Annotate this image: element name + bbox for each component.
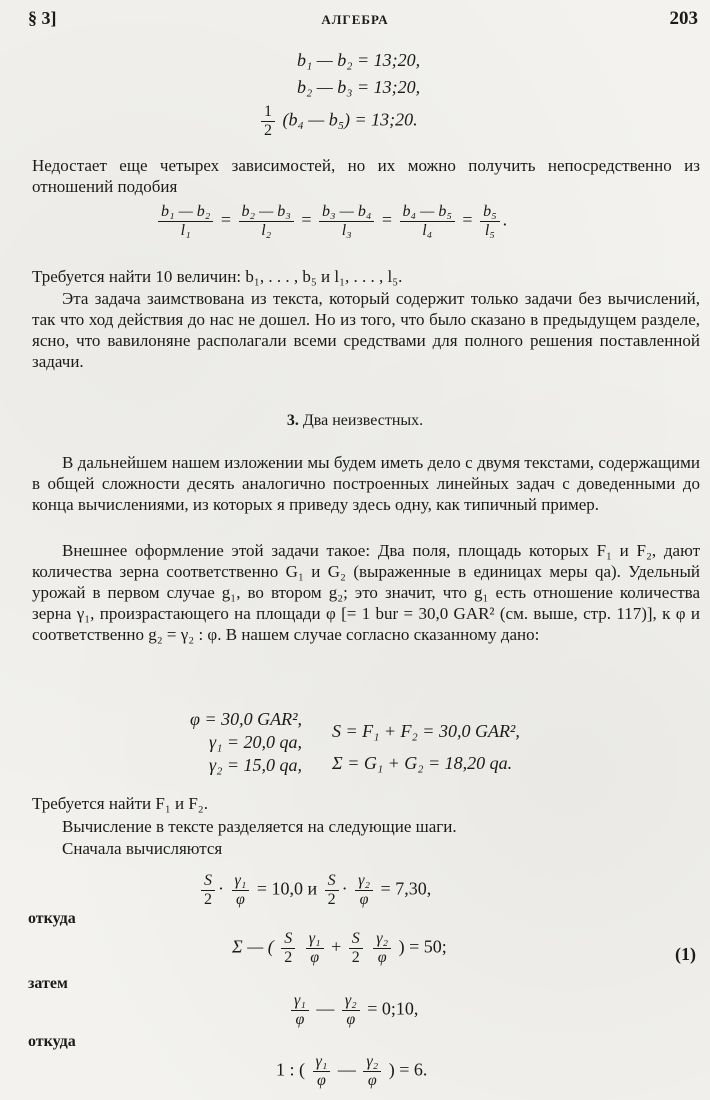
paragraph-problem-text: Внешнее оформление этой задачи такое: Два поля, площадь которых F₁ и F₂, дают количества зерна соответственно G₁ и G₂ (выраженные в единицах меры qa). Удельный урожай в первом случае g₁, во втором g₂; это значит, что g₁ есть отношение количества зерна γ₁, произрастающего на площади φ [= 1 bur = 30,0 GAR² (см. выше, стр. 117)], к φ и соответственно g₂ = γ₂ : φ. В нашем случае согласно сказанному дано: xyxy=(32,541,700,644)
step4-frac-a-num: γ₁ xyxy=(313,1053,331,1072)
step4-frac-a-den: φ xyxy=(317,1072,326,1089)
ratio-2-numerator: b₂ — b₃ xyxy=(239,203,294,222)
similarity-ratios xyxy=(155,203,507,240)
paragraph-find-text: Требуется найти F₁ и F₂. xyxy=(32,794,208,813)
ratio-5-numerator: b₅ xyxy=(480,203,500,222)
step1-frac-a-den: 2 xyxy=(204,891,212,908)
paragraph-texts-text: В дальнейшем нашем изложении мы будем иметь дело с двумя текстами, содержащими в общей сложности десять аналогично построенных линейных задач с доведенными до конца вычислениями, из которых я приведу здесь одну, как типичный пример. xyxy=(32,453,700,514)
step4-minus: — xyxy=(337,1059,356,1080)
paragraph-unknowns-text: Требуется найти 10 величин: b₁, . . . , b₅ и l₁, . . . , l₅. xyxy=(32,267,403,286)
equation-b1-b2: b₁ — b₂ = 13;20, xyxy=(297,50,421,70)
step2-frac-a-num: S xyxy=(281,930,295,949)
label-whence-1: откуда xyxy=(28,910,76,927)
given-sum-grain: Σ = G₁ + G₂ = 18,20 qa. xyxy=(332,753,513,773)
step1-frac-c-num: S xyxy=(325,872,339,891)
label-then: затем xyxy=(28,975,68,992)
equation-step-2 xyxy=(232,930,447,967)
paragraph-problem xyxy=(32,540,700,645)
step1-middle: = 10,0 и xyxy=(256,878,318,899)
paragraph-source xyxy=(32,288,700,372)
half-denominator: 2 xyxy=(264,122,272,139)
step2-start: Σ — ( xyxy=(232,936,274,957)
given-left-column xyxy=(150,708,302,777)
equals-sign: = xyxy=(220,209,232,230)
ratio-4-denominator: l₄ xyxy=(422,222,433,239)
step4-end: ) = 6. xyxy=(388,1059,428,1080)
paragraph-find xyxy=(32,793,700,814)
ratio-1-numerator: b₁ — b₂ xyxy=(158,203,213,222)
equation-b2-b3: b₂ — b₃ = 13;20, xyxy=(297,77,421,97)
paragraph-steps xyxy=(32,816,700,837)
equation-b4-b5-text: (b₄ — b₅) = 13;20. xyxy=(282,109,418,130)
step3-frac-a-den: φ xyxy=(295,1011,305,1028)
step1-frac-c-den: 2 xyxy=(327,891,336,908)
step1-frac-b-num: γ₁ xyxy=(232,872,250,891)
step1-frac-d-num: γ₂ xyxy=(355,872,373,891)
paragraph-steps-text: Вычисление в тексте разделяется на следующие шаги. xyxy=(62,817,457,836)
section-heading xyxy=(0,412,710,430)
label-whence-2: откуда xyxy=(28,1033,76,1050)
equation-step-1: $\frac{S}{2}$ · $\frac{\text{γ₁}}{\varphi}$ = 10,0 и $\frac{S}{2}$ · $\frac{\text{γ₂}}{\varphi}$ = 7,30, xyxy=(198,872,431,909)
running-title: АЛГЕБРА xyxy=(321,12,389,27)
half-fraction xyxy=(261,103,275,140)
paragraph-first-text: Сначала вычисляются xyxy=(62,839,223,858)
equals-sign: = xyxy=(381,209,393,230)
step2-frac-b-den: φ xyxy=(310,949,320,966)
step3-end: = 0;10, xyxy=(367,998,419,1019)
step4-frac-b-den: φ xyxy=(367,1072,377,1089)
ratio-end-period: . xyxy=(502,209,508,230)
paragraph-first xyxy=(32,838,700,859)
given-gamma1: γ₁ = 20,0 qa, xyxy=(209,732,302,752)
ratio-3-denominator: l₃ xyxy=(341,222,352,239)
given-phi: φ = 30,0 GAR², xyxy=(190,709,302,729)
step3-minus: — xyxy=(316,998,335,1019)
step1-end: = 7,30, xyxy=(380,878,432,899)
step2-frac-d-den: φ xyxy=(377,949,387,966)
step2-frac-b-num: γ₁ xyxy=(306,930,324,949)
section-title-text: Два неизвестных. xyxy=(302,412,424,429)
equals-sign: = xyxy=(462,209,473,230)
step1-frac-a-num: S xyxy=(201,872,215,891)
step2-plus: + xyxy=(331,936,342,957)
ratio-2-denominator: l₂ xyxy=(261,222,272,239)
step2-frac-a-den: 2 xyxy=(284,949,293,966)
half-numerator: 1 xyxy=(261,103,275,122)
section-number: 3. xyxy=(286,412,299,429)
paragraph-dependencies xyxy=(32,155,700,197)
paragraph-dependencies-text: Недостает еще четырех зависимостей, но их можно получить непосредственно из отношений подобия xyxy=(32,156,700,196)
equation-b4-b5 xyxy=(258,103,418,140)
ratio-1-denominator: l₁ xyxy=(180,222,191,239)
step3-frac-b-den: φ xyxy=(346,1011,356,1028)
page-number: 203 xyxy=(669,8,698,29)
step1-frac-d-den: φ xyxy=(359,891,369,908)
equation-step-3 xyxy=(288,992,418,1029)
paragraph-texts xyxy=(32,452,700,515)
ratio-3-numerator: b₃ — b₄ xyxy=(319,203,374,222)
paragraph-source-text: Эта задача заимствована из текста, который содержит только задачи без вычислений, так что ход действия до нас не дошел. Но из того, что было сказано в предыдущем разделе, ясно, что вавилоняне располагали всеми средствами для полного решения поставленной задачи. xyxy=(32,289,700,371)
step3-frac-b-num: γ₂ xyxy=(342,992,360,1011)
given-right-column xyxy=(332,715,520,779)
step3-frac-a-num: γ₁ xyxy=(291,992,309,1011)
step2-frac-c-den: 2 xyxy=(351,949,360,966)
step2-end: ) = 50; xyxy=(398,936,447,957)
equation-number: (1) xyxy=(675,944,696,964)
given-sum-area: S = F₁ + F₂ = 30,0 GAR², xyxy=(332,721,520,741)
step4-start: 1 : ( xyxy=(276,1059,305,1080)
step4-frac-b-num: γ₂ xyxy=(363,1053,381,1072)
paragraph-unknowns xyxy=(32,266,700,287)
step2-frac-c-num: S xyxy=(349,930,363,949)
equation-step-4 xyxy=(276,1053,427,1090)
given-gamma2: γ₂ = 15,0 qa, xyxy=(209,755,302,775)
section-marker: § 3] xyxy=(28,8,57,28)
equals-sign: = xyxy=(301,209,312,230)
ratio-4-numerator: b₄ — b₅ xyxy=(400,203,455,222)
step1-frac-b-den: φ xyxy=(236,891,245,908)
ratio-5-denominator: l₅ xyxy=(484,222,495,239)
step2-frac-d-num: γ₂ xyxy=(373,930,391,949)
